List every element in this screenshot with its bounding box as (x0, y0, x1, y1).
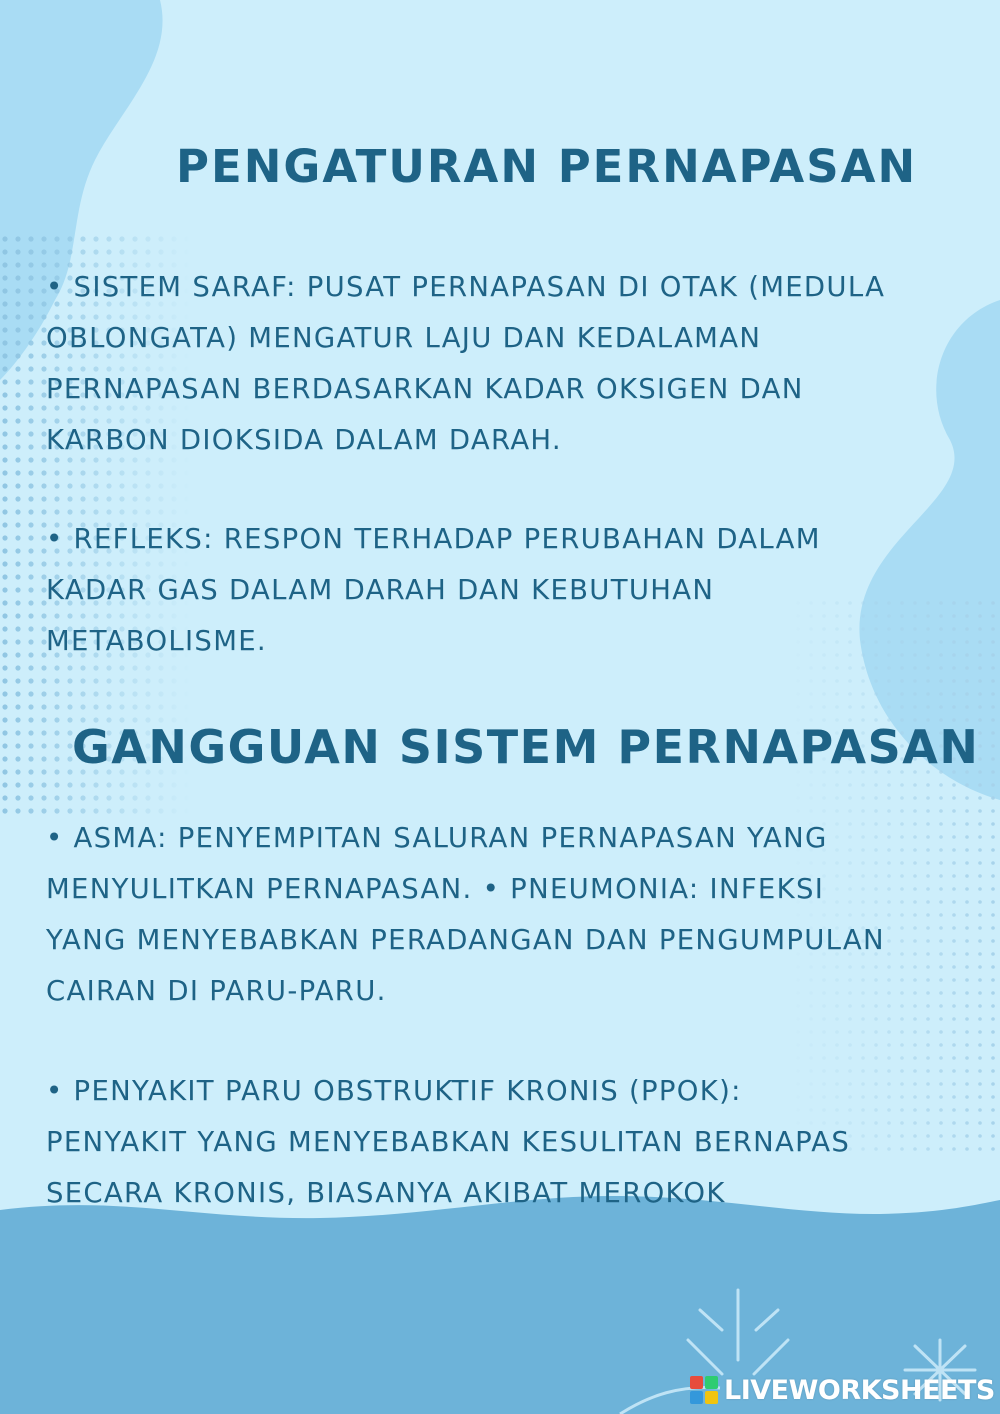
text-line: • SISTEM SARAF: PUSAT PERNAPASAN DI OTAK (MEDULA (46, 271, 886, 303)
section-2-paragraph-2 (46, 1066, 966, 1219)
section-2-title: GANGGUAN SISTEM PERNAPASAN (72, 720, 980, 774)
logo-square (705, 1376, 718, 1389)
text-line: OBLONGATA) MENGATUR LAJU DAN KEDALAMAN (46, 322, 762, 354)
text-line: • REFLEKS: RESPON TERHADAP PERUBAHAN DALAM (46, 523, 821, 555)
text-line: • ASMA: PENYEMPITAN SALURAN PERNAPASAN YANG (46, 822, 828, 854)
section-1-title: PENGATURAN PERNAPASAN (176, 140, 918, 193)
section-2-paragraph-1 (46, 813, 966, 1017)
logo-square (705, 1391, 718, 1404)
section-1-paragraph-2 (46, 514, 966, 667)
text-line: KARBON DIOKSIDA DALAM DARAH. (46, 424, 562, 456)
brand-name: LIVEWORKSHEETS (724, 1374, 995, 1406)
text-line: KADAR GAS DALAM DARAH DAN KEBUTUHAN (46, 574, 715, 606)
logo-square (690, 1376, 703, 1389)
text-line: PERNAPASAN BERDASARKAN KADAR OKSIGEN DAN (46, 373, 804, 405)
text-line: METABOLISME. (46, 625, 267, 657)
text-line: YANG MENYEBABKAN PERADANGAN DAN PENGUMPULAN (46, 924, 885, 956)
text-line: MENYULITKAN PERNAPASAN. • PNEUMONIA: INFEKSI (46, 873, 825, 905)
text-line: SECARA KRONIS, BIASANYA AKIBAT MEROKOK (46, 1177, 726, 1209)
text-line: PENYAKIT YANG MENYEBABKAN KESULITAN BERNAPAS (46, 1126, 851, 1158)
logo-square (690, 1391, 703, 1404)
text-line: • PENYAKIT PARU OBSTRUKTIF KRONIS (PPOK): (46, 1075, 742, 1107)
text-line: CAIRAN DI PARU-PARU. (46, 975, 387, 1007)
section-1-paragraph-1 (46, 262, 966, 466)
liveworksheets-watermark[interactable] (690, 1372, 995, 1408)
liveworksheets-logo-icon (690, 1376, 718, 1404)
